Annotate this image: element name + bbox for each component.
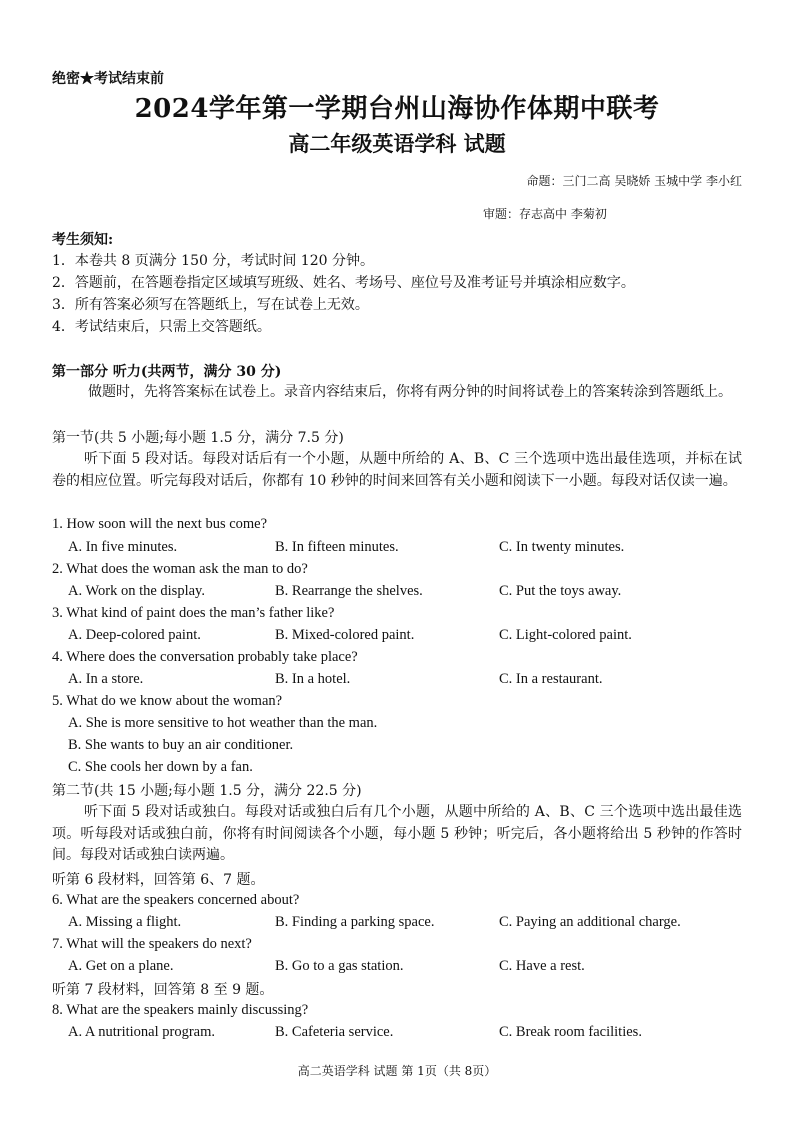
option-b: B. Cafeteria service. <box>275 1024 394 1040</box>
material-6-note: 听第 6 段材料，回答第 6、7 题。 <box>52 872 265 888</box>
section2-intro: 听下面 5 段对话或独白。每段对话或独白后有几个小题，从题中所给的 A、B、C 三个选项中选出最佳选项。听每段对话或独白前，你将有时间阅读各个小题，每小题 5 秒钟；听完后，各小题将给出 5 秒钟的作答时间。每段对话或独白读两遍。 <box>52 804 742 863</box>
notice-item: 3．所有答案必须写在答题纸上，写在试卷上无效。 <box>52 297 369 313</box>
option-b: B. She wants to buy an air conditioner. <box>68 737 294 753</box>
question-3: 3. What kind of paint does the man’s father like? <box>52 605 335 621</box>
option-c: C. Have a rest. <box>499 958 585 974</box>
option-b: B. In a hotel. <box>275 671 351 687</box>
page-footer: 高二英语学科 试题 第 1页（共 8页） <box>297 1064 497 1078</box>
option-b: B. Finding a parking space. <box>275 914 435 930</box>
option-c: C. Put the toys away. <box>499 583 622 599</box>
exam-subtitle: 高二年级英语学科 试题 <box>288 131 506 156</box>
question-7: 7. What will the speakers do next? <box>52 936 252 952</box>
question-5: 5. What do we know about the woman? <box>52 693 283 709</box>
option-b: B. Go to a gas station. <box>275 958 404 974</box>
section2-heading: 第二节(共 15 小题;每小题 1.5 分，满分 22.5 分) <box>52 783 362 799</box>
option-a: A. A nutritional program. <box>68 1024 215 1040</box>
question-2: 2. What does the woman ask the man to do? <box>52 561 308 577</box>
notice-item: 4．考试结束后，只需上交答题纸。 <box>52 319 271 335</box>
option-c: C. In twenty minutes. <box>499 539 625 555</box>
notice-heading: 考生须知: <box>52 232 114 248</box>
option-a: A. She is more sensitive to hot weather than the man. <box>68 715 378 731</box>
question-6: 6. What are the speakers concerned about? <box>52 892 300 908</box>
question-4: 4. Where does the conversation probably take place? <box>52 649 358 665</box>
notice-item: 1．本卷共 8 页满分 150 分，考试时间 120 分钟。 <box>52 253 374 269</box>
option-a: A. In five minutes. <box>68 539 178 555</box>
confidential-label: 绝密★考试结束前 <box>52 71 164 87</box>
reviewer-line: 审题：存志高中 李菊初 <box>483 207 607 221</box>
option-a: A. Deep-colored paint. <box>68 627 201 643</box>
option-a: A. Work on the display. <box>68 583 205 599</box>
option-c: C. In a restaurant. <box>499 671 603 687</box>
option-c: C. Break room facilities. <box>499 1024 642 1040</box>
part1-heading: 第一部分 听力(共两节，满分 30 分) <box>52 364 282 380</box>
notice-item: 2．答题前，在答题卷指定区域填写班级、姓名、考场号、座位号及准考证号并填涂相应数字。 <box>52 275 635 291</box>
proposers-line: 命题：三门二高 吴晓娇 玉城中学 李小红 <box>526 174 742 188</box>
option-c: C. She cools her down by a fan. <box>68 759 253 775</box>
question-8: 8. What are the speakers mainly discussing? <box>52 1002 309 1018</box>
option-c: C. Paying an additional charge. <box>499 914 681 930</box>
option-b: B. Rearrange the shelves. <box>275 583 423 599</box>
option-a: A. Missing a flight. <box>68 914 182 930</box>
material-7-note: 听第 7 段材料，回答第 8 至 9 题。 <box>52 982 274 998</box>
exam-title: 2024学年第一学期台州山海协作体期中联考 <box>134 94 660 124</box>
option-b: B. In fifteen minutes. <box>275 539 399 555</box>
option-c: C. Light-colored paint. <box>499 627 632 643</box>
option-a: A. Get on a plane. <box>68 958 174 974</box>
section1-heading: 第一节(共 5 小题;每小题 1.5 分，满分 7.5 分) <box>52 430 344 446</box>
part1-intro: 做题时，先将答案标在试卷上。录音内容结束后，你将有两分钟的时间将试卷上的答案转涂到答题纸上。 <box>88 384 732 400</box>
option-a: A. In a store. <box>68 671 144 687</box>
option-b: B. Mixed-colored paint. <box>275 627 415 643</box>
section1-intro: 听下面 5 段对话。每段对话后有一个小题，从题中所给的 A、B、C 三个选项中选出最佳选项，并标在试卷的相应位置。听完每段对话后，你都有 10 秒钟的时间来回答有关小题和阅读下一小题。每段对话仅读一遍。 <box>52 451 742 489</box>
question-1: 1. How soon will the next bus come? <box>52 516 268 532</box>
